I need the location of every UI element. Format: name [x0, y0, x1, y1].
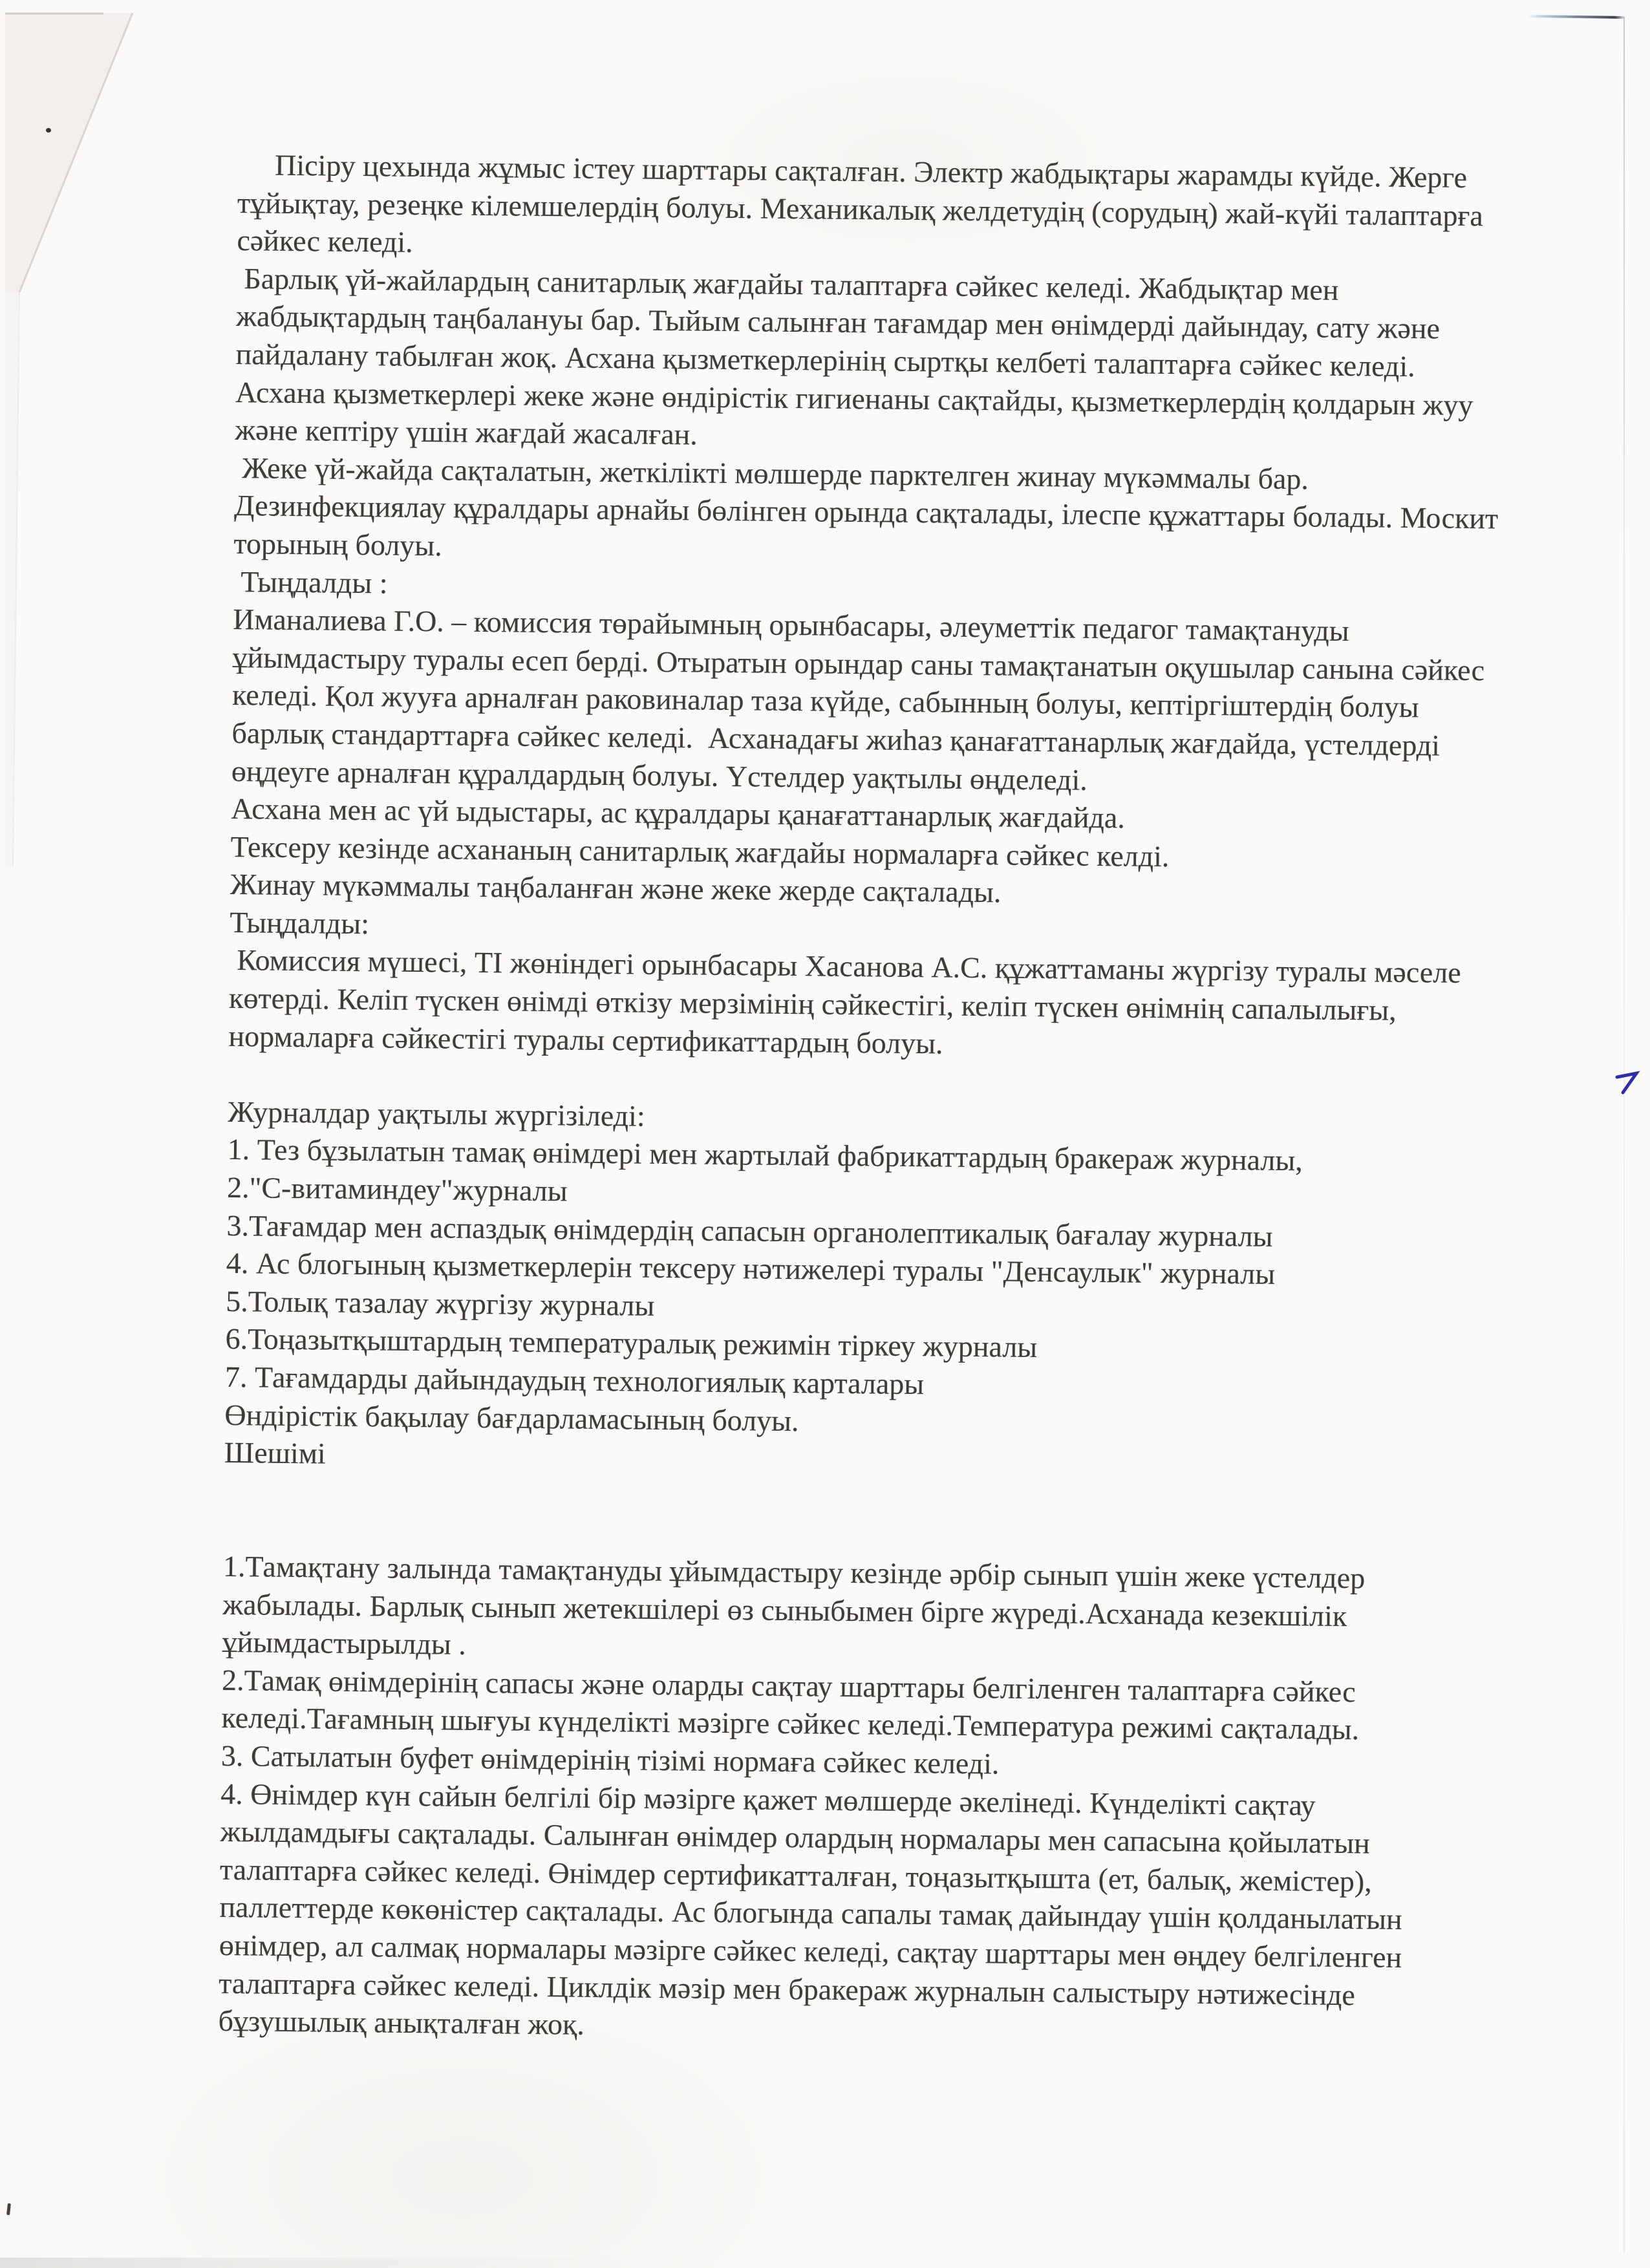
text-line: 2.Тамақ өнімдерінің сапасы және оларды сақтау шарттары белгіленген талаптарға сәйкес [221, 1663, 1356, 1708]
text-line: жылдамдығы сақталады. Салынған өнімдер олардың нормалары мен сапасына қойылатын [220, 1814, 1371, 1860]
text-line: талаптарға сәйкес келеді. Өнімдер сертификатталған, тоңазытқышта (ет, балық, жемістер), [219, 1852, 1373, 1898]
text-line: Асхана қызметкерлері жеке және өндірістік гигиенаны сақтайды, қызметкерлердің қолдарын жуу [235, 375, 1473, 422]
text-line: өңдеуге арналған құралдардың болуы. Үстелдер уақтылы өңделеді. [231, 754, 1088, 797]
text-line: 4. Өнімдер күн сайын белгілі бір мәзірге қажет мөлшерде әкелінеді. Күнделікті сақтау [220, 1777, 1316, 1822]
text-line: ұйымдастыру туралы есеп берді. Отыратын орындар саны тамақтанатын оқушылар санына сәйкес [232, 640, 1485, 687]
text-line: барлық стандарттарға сәйкес келеді. Асханадағы жиһаз қанағаттанарлық жағдайда, үстелдерді [231, 716, 1441, 762]
text-line: 5.Толық тазалау жүргізу журналы [226, 1284, 655, 1322]
text-line: Шешімі [224, 1436, 327, 1470]
text-line: бұзушылық анықталған жоқ. [218, 2004, 585, 2041]
text-line: Журналдар уақтылы жүргізіледі: [228, 1095, 645, 1133]
text-line: келеді. Қол жууға арналған раковиналар таза күйде, сабынның болуы, кептіргіштердің болуы [231, 678, 1419, 724]
text-line: және кептіру үшін жағдай жасалған. [235, 413, 698, 451]
text-line: нормаларға сәйкестігі туралы сертификаттардың болуы. [228, 1019, 943, 1060]
text-line: сәйкес келеді. [237, 224, 413, 259]
text-line: Пісіру цехында жұмыс істеу шарттары сақталған. Электр жабдықтары жарамды күйде. Жерге [237, 147, 1468, 194]
text-line: Асхана мен ас үй ыдыстары, ас құралдары қанағаттанарлық жағдайда. [231, 792, 1126, 835]
text-line: 7. Тағамдарды дайындаудың технологиялық карталары [224, 1360, 925, 1401]
text-line: ұйымдастырылды . [222, 1625, 467, 1661]
text-line: 1.Тамақтану залында тамақтануды ұйымдастыру кезінде әрбір сынып үшін жеке үстелдер [222, 1549, 1366, 1595]
text-line: пайдалану табылған жоқ. Асхана қызметкерлерінің сыртқы келбеті талаптарға сәйкес келеді. [235, 337, 1415, 383]
text-line: келеді.Тағамның шығуы күнделікті мәзірге сәйкес келеді.Температура режимі сақталады. [221, 1701, 1360, 1746]
text-line: Дезинфекциялау құралдары арнайы бөлінген орында сақталады, ілеспе құжаттары болады. Москит [233, 489, 1499, 535]
text-line: Өндірістік бақылау бағдарламасының болуы. [224, 1398, 799, 1437]
pen-mark-7 [1615, 1068, 1642, 1097]
text-line: көтерді. Келіп түскен өнімді өткізу мерзімінің сәйкестігі, келіп түскен өнімнің сапалылығы, [228, 981, 1397, 1027]
text-line: тұйықтау, резеңке кілемшелердің болуы. Механикалық желдетудің (сорудың) жай-күйі талаптарға [237, 186, 1484, 232]
text-line: жабдықтардың таңбалануы бар. Тыйым салынған тағамдар мен өнімдерді дайындау, сату және [235, 299, 1441, 345]
document-text [218, 146, 1583, 2054]
text-line: 3. Сатылатын буфет өнімдерінің тізімі нормаға сәйкес келеді. [220, 1738, 1000, 1781]
page-right-edge-shadow [1623, 17, 1625, 2254]
text-line: Тыңдалды: [230, 905, 370, 941]
text-line: 2."С-витаминдеу"журналы [226, 1170, 568, 1208]
text-line: жабылады. Барлық сынып жетекшілері өз сыныбымен бірге жүреді.Асханада кезекшілік [222, 1587, 1347, 1632]
text-line: өнімдер, ал салмақ нормалары мәзірге сәйкес келеді, сақтау шарттары мен өңдеу белгіленген [219, 1928, 1402, 1974]
text-line: Барлық үй-жайлардың санитарлық жағдайы талаптарға сәйкес келеді. Жабдықтар мен [236, 261, 1339, 306]
text-line: Тыңдалды : [233, 564, 388, 599]
text-line: 1. Тез бұзылатын тамақ өнімдері мен жартылай фабрикаттардың бракераж журналы, [227, 1133, 1303, 1177]
scan-smudge-bottom-left [0, 2258, 647, 2268]
text-line: Комиссия мүшесі, ТІ жөніндегі орынбасары Хасанова А.С. құжаттаманы жүргізу туралы мәселе [229, 943, 1461, 990]
scan-edge-artifact-top-right [1528, 15, 1625, 19]
text-line: Тексеру кезінде асхананың санитарлық жағдайы нормаларға сәйкес келді. [230, 829, 1170, 873]
text-line: Жеке үй-жайда сақталатын, жеткілікті мөлшерде парктелген жинау мүкәммалы бар. [234, 451, 1309, 496]
text-line: паллеттерде көкөністер сақталады. Ас блогында сапалы тамақ дайындау үшін қолданылатын [219, 1890, 1402, 1936]
text-line: талаптарға сәйкес келеді. Циклдік мәзір мен бракераж журналын салыстыру нәтижесінде [218, 1966, 1356, 2011]
text-line: 6.Тоңазытқыштардың температуралық режимін тіркеу журналы [225, 1322, 1038, 1364]
ink-speck [46, 128, 51, 133]
text-line: 4. Ас блогының қызметкерлерін тексеру нәтижелері туралы "Денсаулык" журналы [226, 1246, 1276, 1291]
text-line: Иманалиева Г.О. – комиссия төрайымның орынбасары, әлеуметтік педагог тамақтануды [233, 603, 1349, 648]
page-corner-fold [0, 0, 168, 905]
text-line: 3.Тағамдар мен аспаздық өнімдердің сапасын органолептикалық бағалау журналы [226, 1208, 1273, 1253]
ink-speck-bottom-left [6, 2203, 11, 2215]
text-line: Жинау мүкәммалы таңбаланған және жеке жерде сақталады. [230, 868, 1002, 909]
text-line: торының болуы. [233, 526, 443, 562]
